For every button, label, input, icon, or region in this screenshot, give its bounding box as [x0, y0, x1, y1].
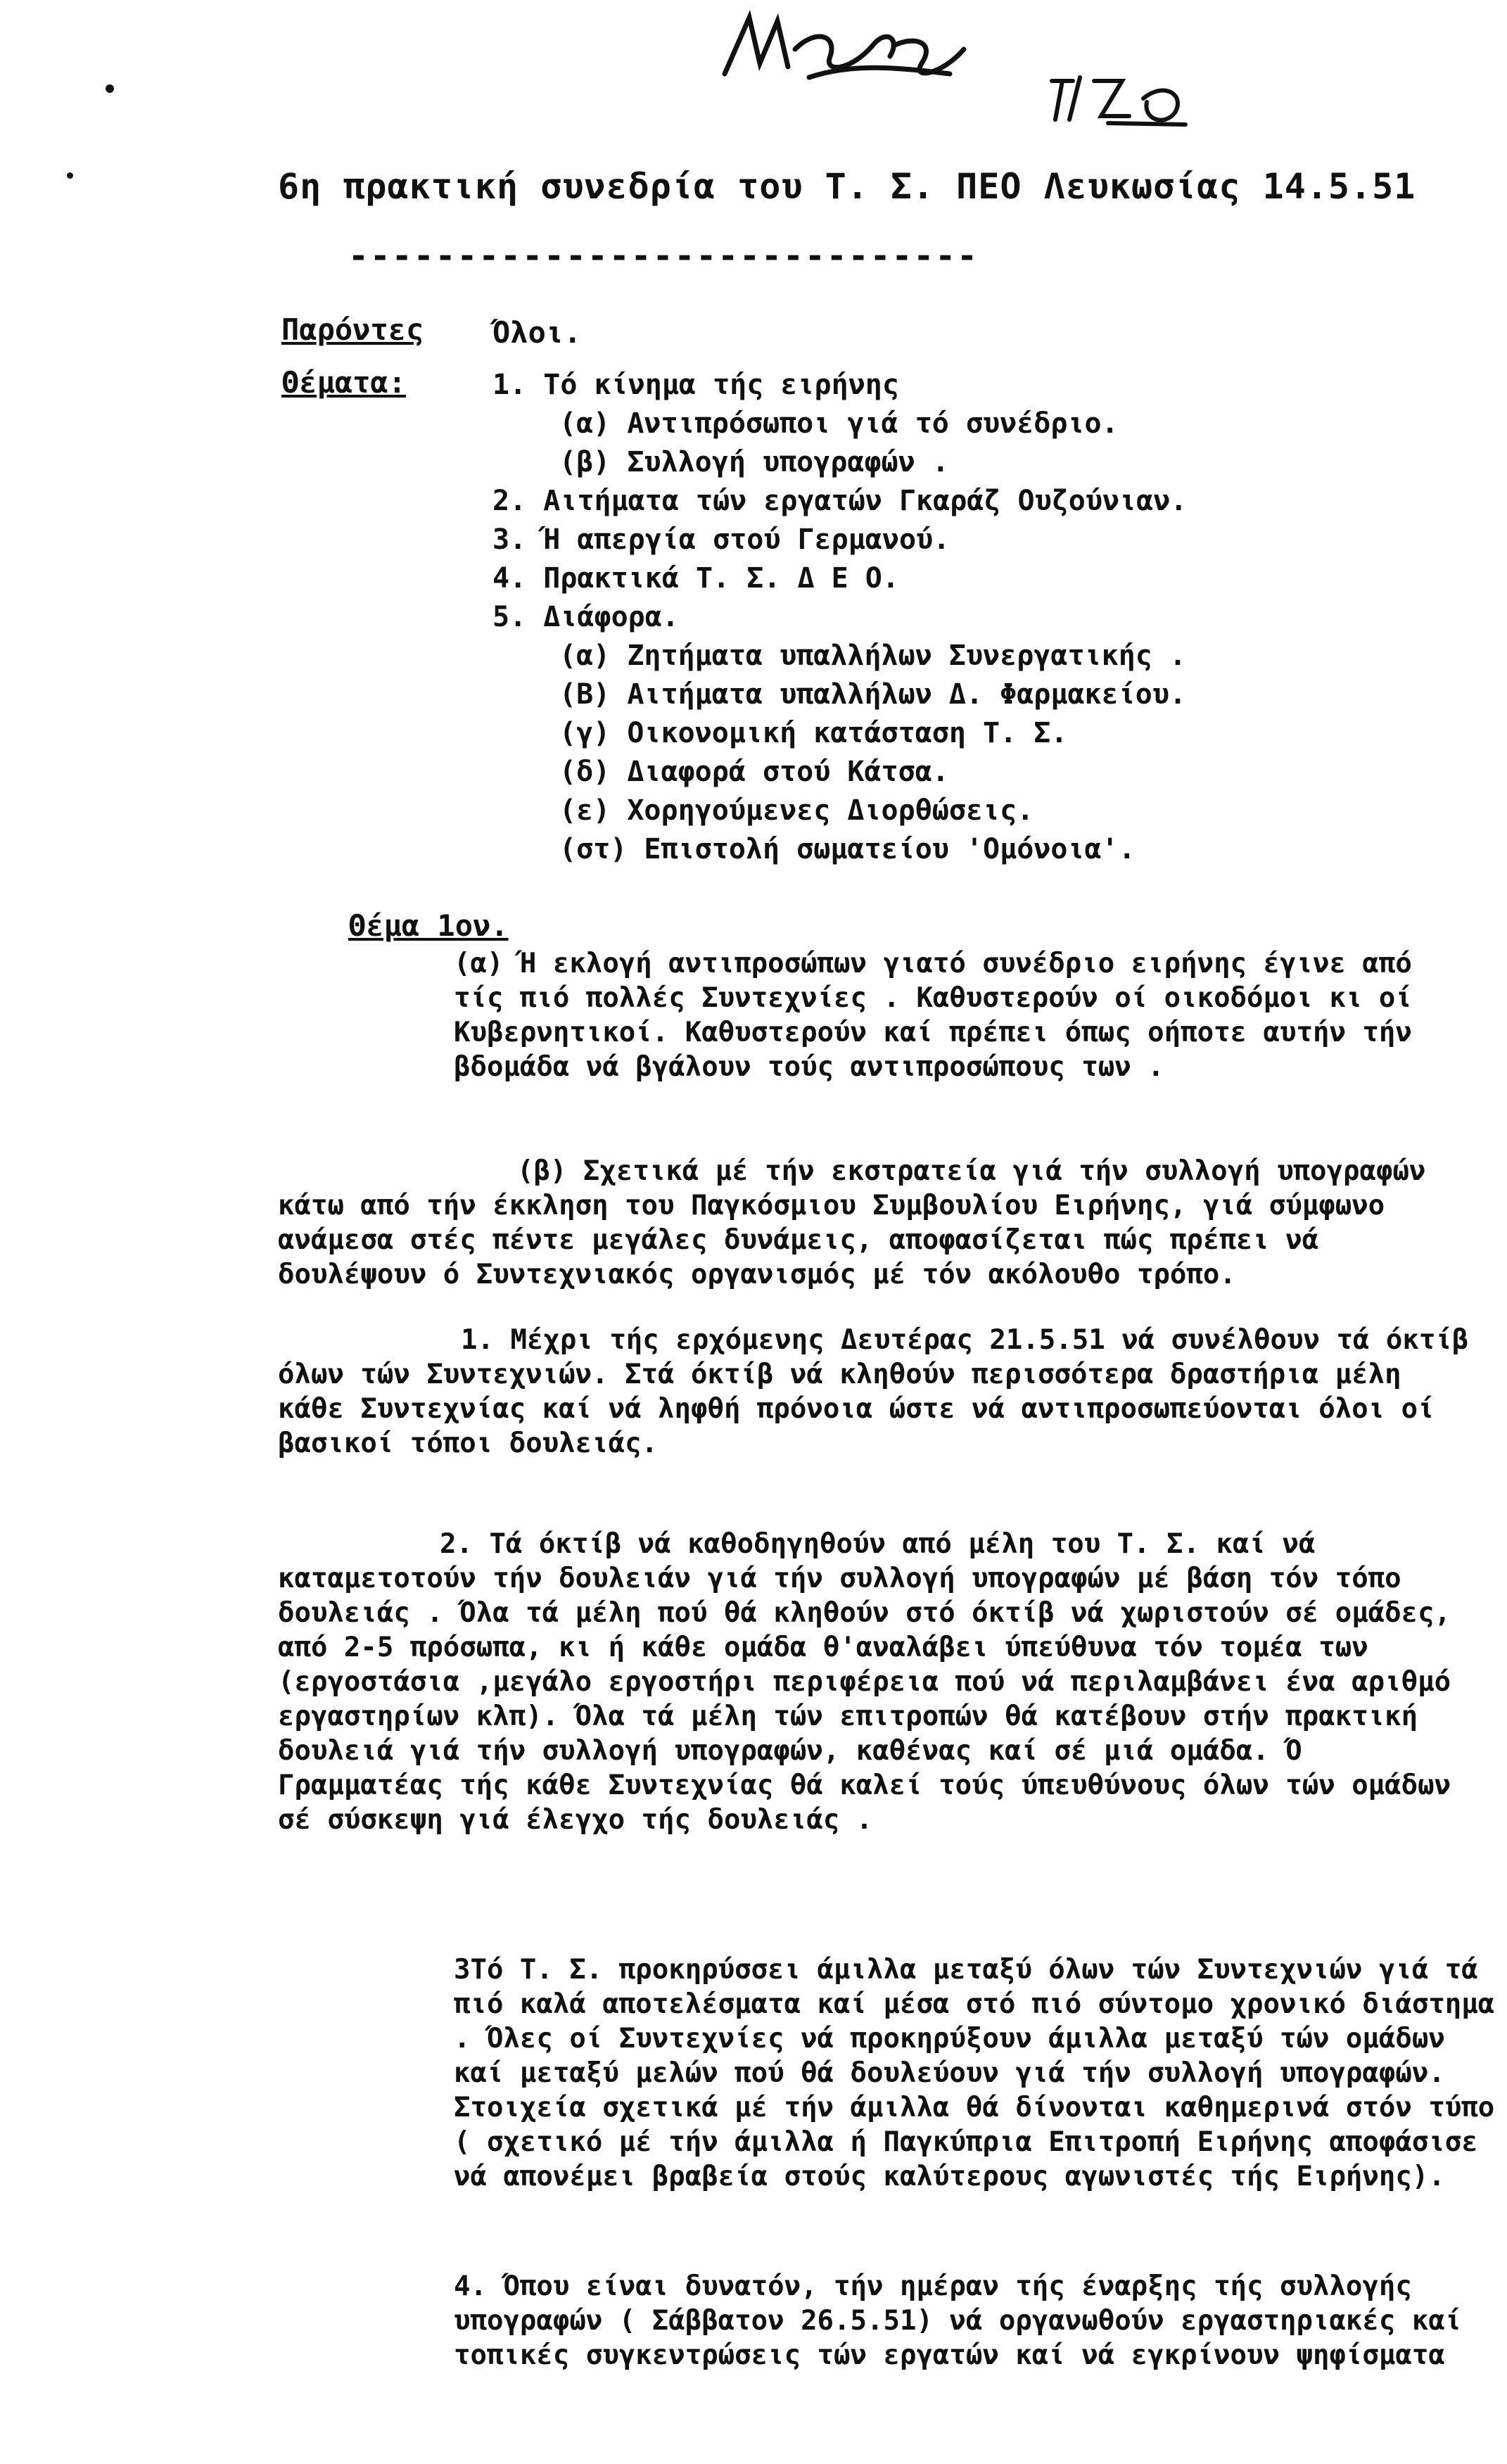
agenda-subitem: (ε) Χορηγούμενες Διορθώσεις. — [559, 794, 1034, 827]
paragraph-text: 1. Μέχρι τής ερχόμενης Δευτέρας 21.5.51 νά συνέλθουν τά όκτίβ όλων τών Συντεχνιών. Στά όκτίβ νά κληθούν περισσότερα δραστήρια μέλη κάθε Συντεχνίας καί νά ληφθή πρόνοια ώστε νά αντιπροσωπεύονται όλοι οί βασικοί τόποι δουλειάς. — [278, 1324, 1469, 1459]
paragraph-text: 4. Όπου είναι δυνατόν, τήν ημέραν τής έναρξης τής συλλογής υπογραφών ( Σάββατον 26.5.51) νά οργανωθούν εργαστηριακές καί τοπικές συγκεντρώσεις τών εργατών καί νά εγκρίνουν ψηφίσματα — [454, 2271, 1462, 2371]
margin-mark — [67, 172, 73, 179]
paragraph-point-3 — [454, 1952, 1495, 2194]
paragraph-text: (β) Σχετικά μέ τήν εκστρατεία γιά τήν συλλογή υπογραφών κάτω από τήν έκκληση του Παγκόσμιου Συμβουλίου Ειρήνης, γιά σύμφωνο ανάμεσα στές πέντε μεγάλες δυνάμεις, αποφασίζεται πώς πρέπει νά δουλέψουν ό Συντεχνιακός οργανισμός μέ τόν ακόλουθο τρόπο. — [278, 1155, 1426, 1290]
attendance-label: Παρόντες — [281, 312, 424, 347]
document-title: 6η πρακτική συνεδρία του Τ. Σ. ΠΕΟ Λευκωσίας 14.5.51 — [278, 166, 1416, 207]
agenda-list — [492, 366, 1463, 869]
agenda-subitem: (Β) Αιτήματα υπαλλήλων Δ. Φαρμακείου. — [559, 678, 1187, 711]
paragraph-campaign — [278, 1154, 1474, 1292]
handwritten-annotation — [1045, 67, 1200, 130]
title-rule: ----------------------------- — [348, 236, 979, 276]
agenda-item: 5. Διάφορα. — [492, 601, 679, 633]
theme-heading: Θέμα 1ον. — [348, 908, 509, 943]
agenda-subitem: (στ) Επιστολή σωματείου 'Ομόνοια'. — [559, 833, 1136, 865]
handwritten-signature — [711, 7, 978, 91]
agenda-subitem: (α) Ζητήματα υπαλλήλων Συνεργατικής . — [559, 640, 1187, 672]
paragraph-election — [278, 946, 1474, 1084]
paragraph-point-1 — [278, 1323, 1474, 1461]
agenda-label: Θέματα: — [281, 365, 407, 400]
agenda-subitem: (γ) Οικονομική κατάσταση Τ. Σ. — [559, 717, 1068, 749]
paragraph-point-4 — [454, 2269, 1495, 2373]
agenda-item: 1. Τό κίνημα τής ειρήνης — [492, 369, 899, 401]
agenda-item: 4. Πρακτικά Τ. Σ. Δ Ε Ο. — [492, 562, 899, 595]
agenda-subitem: (δ) Διαφορά στού Κάτσα. — [559, 756, 949, 788]
paragraph-text: 3Τό Τ. Σ. προκηρύσσει άμιλλα μεταξύ όλων τών Συντεχνιών γιά τά πιό καλά αποτελέσματα καί μέσα στό πιό σύντομο χρονικό διάστημα . Όλες οί Συντεχνίες νά προκηρύξουν άμιλλα μεταξύ τών ομάδων καί μεταξύ μελών πού θά δουλεύουν γιά τήν συλλογή υπογραφών. Στοιχεία σχετικά μέ τήν άμιλλα θά δίνονται καθημερινά στόν τύπο ( σχετικό μέ τήν άμιλλα ή Παγκύπρια Επιτροπή Ειρήνης αποφάσισε νά απονέμει βραβεία στούς καλύτερους αγωνιστές τής Ειρήνης). — [454, 1954, 1495, 2192]
paragraph-point-2 — [278, 1527, 1474, 1837]
attendance-value: Όλοι. — [492, 315, 582, 350]
agenda-item: 3. Ή απεργία στού Γερμανού. — [492, 523, 950, 556]
agenda-subitem: (α) Αντιπρόσωποι γιά τό συνέδριο. — [559, 407, 1119, 440]
paragraph-text: (α) Ή εκλογή αντιπροσώπων γιατό συνέδριο ειρήνης έγινε από τίς πιό πολλές Συντεχνίες . Καθυστερούν οί οικοδόμοι κι οί Κυβερνητικοί. Καθυστερούν καί πρέπει όπως οήποτε αυτήν τήν βδομάδα νά βγάλουν τούς αντιπροσώπους των . — [454, 948, 1412, 1083]
agenda-item: 2. Αιτήματα τών εργατών Γκαράζ Ουζούνιαν. — [492, 485, 1188, 517]
paragraph-text: 2. Τά όκτίβ νά καθοδηγηθούν από μέλη του Τ. Σ. καί νά καταμετοτούν τήν δουλειάν γιά τήν συλλογή υπογραφών μέ βάση τόν τόπο δουλειάς . Όλα τά μέλη πού θά κληθούν στό όκτίβ νά χωριστούν σέ ομάδες, από 2-5 πρόσωπα, κι ή κάθε ομάδα θ'αναλάβει ύπεύθυνα τόν τομέα των (εργοστάσια ,μεγάλο εργοστήρι περιφέρεια πού νά περιλαμβάνει ένα αριθμό εργαστηρίων κλπ). Όλα τά μέλη τών επιτροπών θά κατέβουν στήν πρακτική δουλειά γιά τήν συλλογή υπογραφών, καθένας καί σέ μιά ομάδα. Ό Γραμματέας τής κάθε Συντεχνίας θά καλεί τούς ύπευθύνους όλων τών ομάδων σέ σύσκεψη γιά έλεγχο τής δουλειάς . — [278, 1528, 1451, 1836]
margin-mark — [106, 84, 114, 93]
agenda-subitem: (β) Συλλογή υπογραφών . — [559, 446, 949, 478]
